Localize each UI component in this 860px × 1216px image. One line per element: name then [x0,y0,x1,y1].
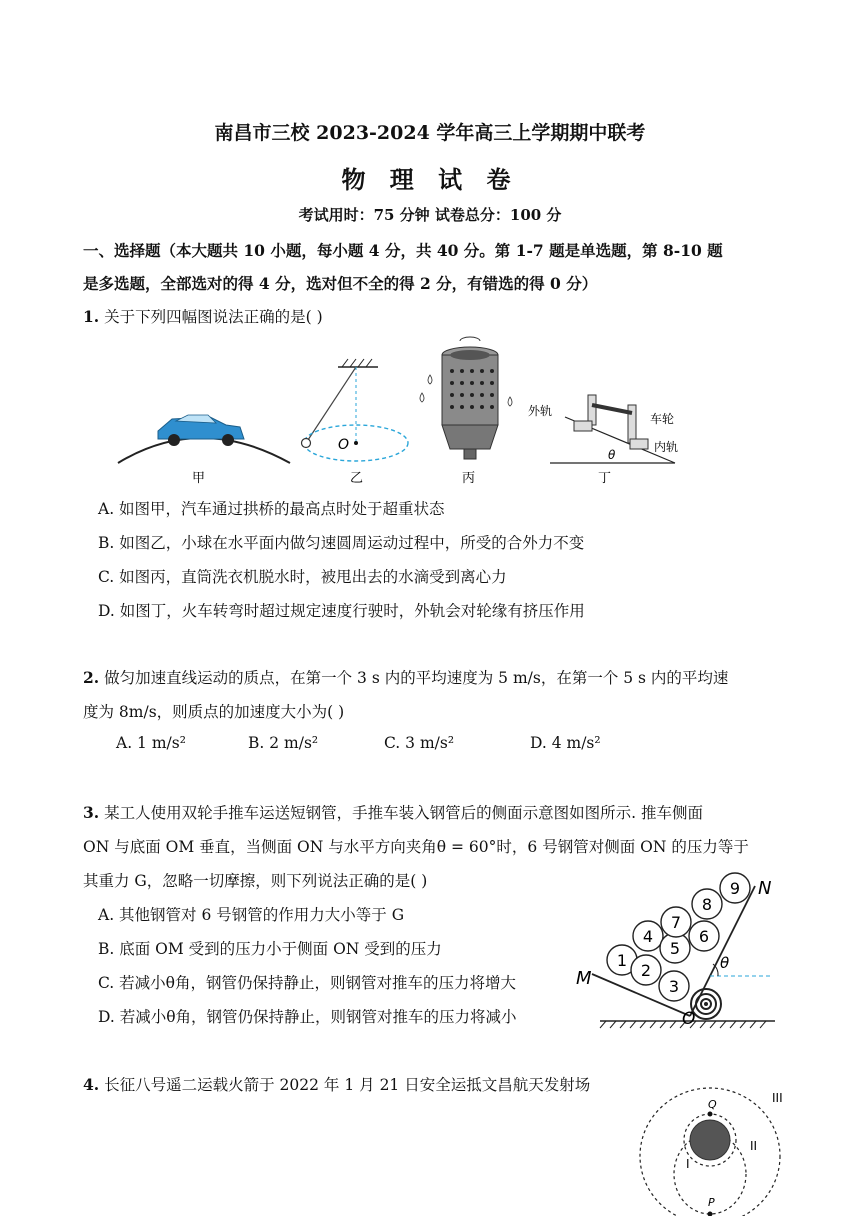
figure-yi [302,359,409,486]
figure-jia-label: 甲 [192,471,206,486]
pipe-5: 5 [669,939,681,958]
question-number: 4. [83,1075,100,1094]
figure-ding-outer: 外轨 [528,404,553,418]
figure-jia [118,415,290,486]
q3-figure [570,866,780,1036]
question-1 [83,305,323,327]
section-heading-line1: 一、选择题（本大题共 10 小题，每小题 4 分，共 40 分。第 1-7 题是单选题，第 8-10 题 [83,241,723,260]
pipe-7: 7 [670,913,682,932]
q1-option-c: C. 如图丙，直筒洗衣机脱水时，被甩出去的水滴受到离心力 [98,568,507,586]
pipe-2: 2 [640,961,652,980]
orbit-iii: III [772,1091,783,1105]
q1-option-a: A. 如图甲，汽车通过拱桥的最高点时处于超重状态 [98,500,445,518]
question-text: 长征八号遥二运载火箭于 2022 年 1 月 21 日安全运抵文昌航天发射场 [104,1076,591,1094]
q3-option-d: D. 若减小θ角，钢管仍保持静止，则钢管对推车的压力将减小 [98,1008,517,1026]
q3-option-a: A. 其他钢管对 6 号钢管的作用力大小等于 G [98,906,405,924]
q2-option-b: B. 2 m/s² [248,734,319,752]
q1-figure [110,335,710,490]
figure-yi-label: 乙 [350,471,364,486]
exam-meta: 考试用时：75 分钟 试卷总分：100 分 [298,206,562,224]
question-2-line2: 度为 8m/s，则质点的加速度大小为( ) [83,703,345,721]
pipe-1: 1 [616,951,628,970]
pipe-6: 6 [698,927,710,946]
pipe-3: 3 [668,977,680,996]
subject-title: 物 理 试 卷 [341,165,519,194]
exam-title: 南昌市三校 2023-2024 学年高三上学期期中联考 [214,122,646,144]
label-n: N [758,878,772,899]
q2-option-d: D. 4 m/s² [530,734,601,752]
question-3 [83,801,703,823]
figure-bing [420,337,512,486]
label-theta: θ [720,954,730,972]
figure-ding [528,395,678,486]
figure-ding-theta: θ [608,448,616,462]
pipe-8: 8 [701,895,713,914]
figure-yi-o: O [338,437,350,453]
orbit-ii: II [750,1139,758,1153]
pipe-9: 9 [729,879,741,898]
q3-option-c: C. 若减小θ角，钢管仍保持静止，则钢管对推车的压力将增大 [98,974,516,992]
figure-bing-label: 丙 [462,471,476,486]
question-number: 1. [83,307,100,326]
section-heading-line2: 是多选题，全部选对的得 4 分，选对但不全的得 2 分，有错选的得 0 分） [83,274,598,293]
question-3-line3: 其重力 G，忽略一切摩擦，则下列说法正确的是( ) [83,872,428,890]
point-q: Q [708,1098,717,1111]
question-number: 2. [83,668,100,687]
question-text-line1: 某工人使用双轮手推车运送短钢管，手推车装入钢管后的侧面示意图如图所示. 推车侧面 [104,804,703,822]
question-text: 关于下列四幅图说法正确的是( ) [104,308,323,326]
q1-option-d: D. 如图丁，火车转弯时超过规定速度行驶时，外轨会对轮缘有挤压作用 [98,602,585,620]
figure-ding-inner: 内轨 [654,440,679,454]
question-2 [83,666,728,688]
q1-option-b: B. 如图乙，小球在水平面内做匀速圆周运动过程中，所受的合外力不变 [98,534,585,552]
figure-ding-wheel: 车轮 [650,412,675,426]
label-o: O [682,1009,696,1029]
figure-ding-label: 丁 [598,471,612,486]
orbit-i: I [686,1157,690,1171]
question-number: 3. [83,803,100,822]
q4-orbit-figure [630,1078,810,1216]
label-m: M [576,968,592,989]
q3-option-b: B. 底面 OM 受到的压力小于侧面 ON 受到的压力 [98,940,442,958]
q2-option-c: C. 3 m/s² [384,734,455,752]
question-3-line2: ON 与底面 OM 垂直，当侧面 ON 与水平方向夹角θ = 60°时，6 号钢管对侧面 ON 的压力等于 [83,838,749,856]
pipe-4: 4 [642,927,654,946]
question-4 [83,1073,590,1095]
point-p: P [708,1196,715,1209]
question-text-line1: 做匀加速直线运动的质点，在第一个 3 s 内的平均速度为 5 m/s，在第一个 5 s 内的平均速 [104,669,729,687]
q2-option-a: A. 1 m/s² [116,734,186,752]
